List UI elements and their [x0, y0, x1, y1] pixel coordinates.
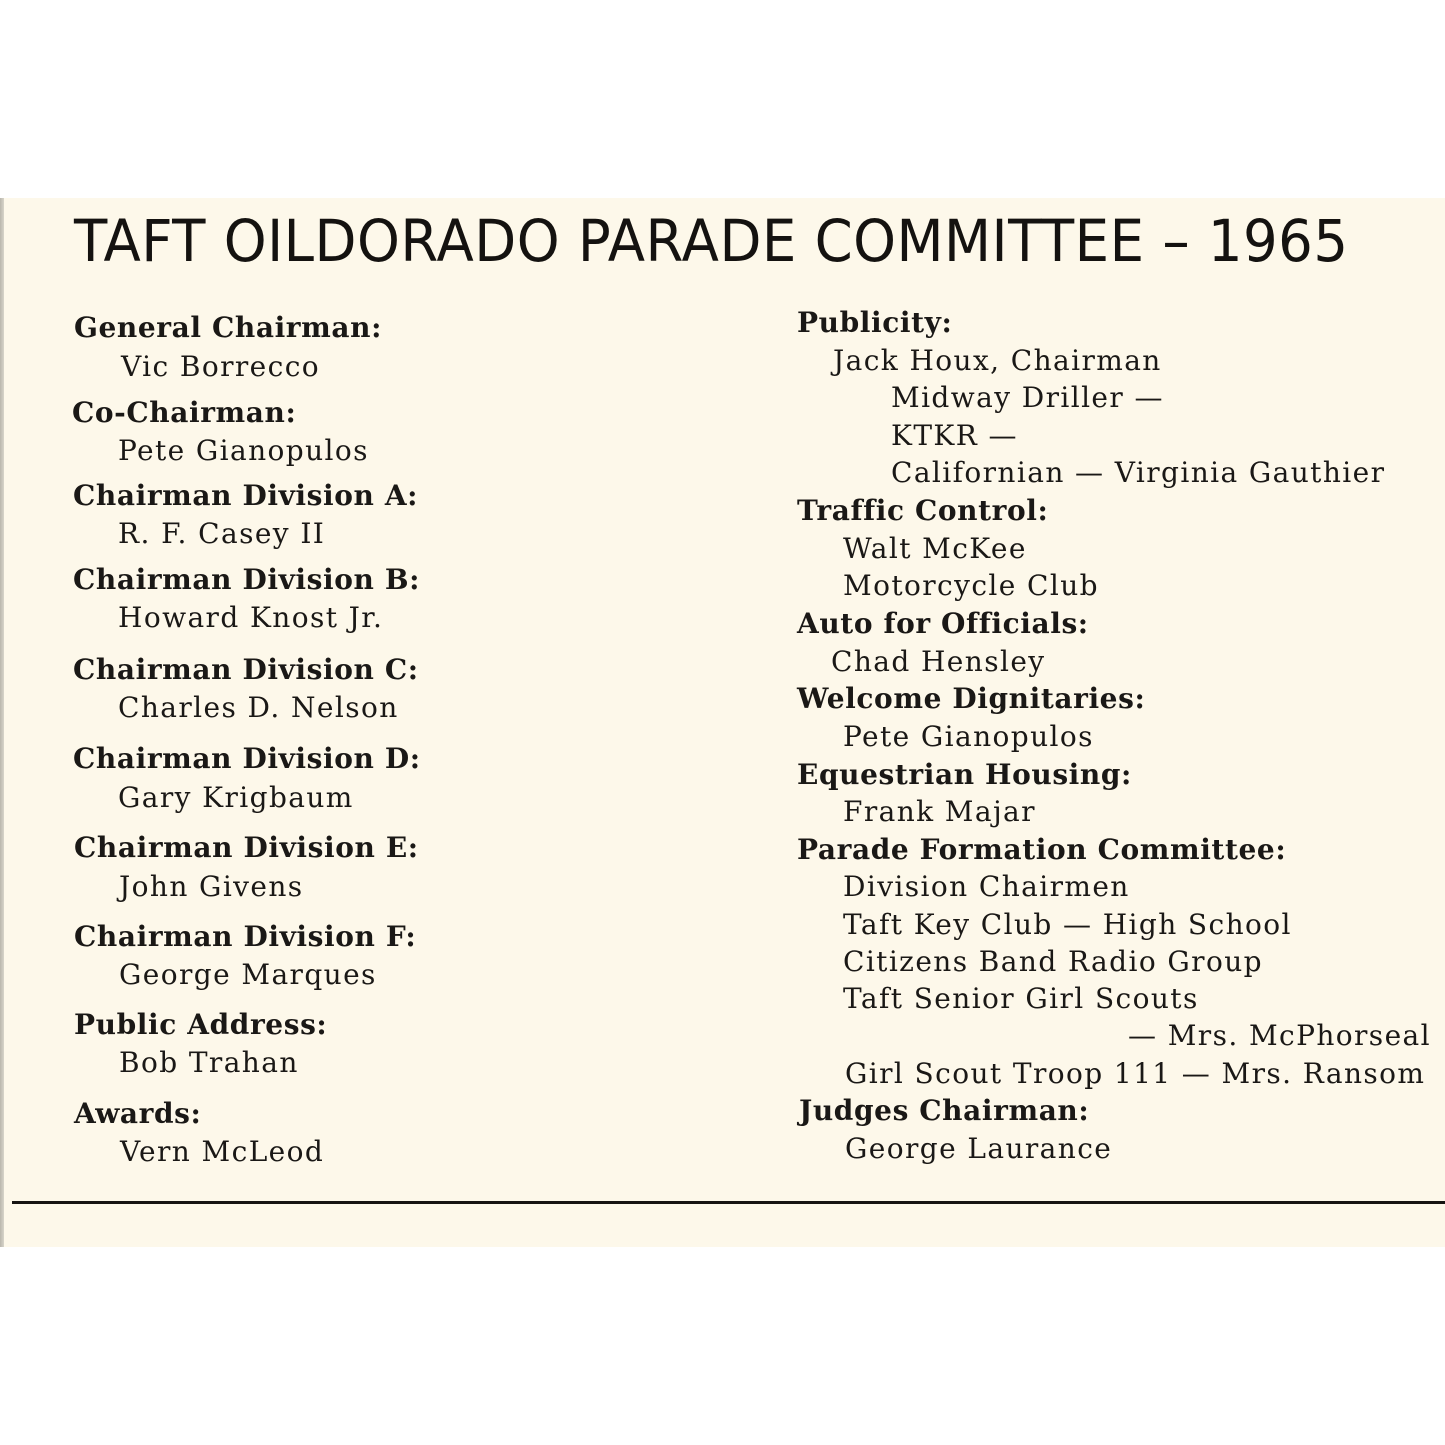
section-heading-division-f: Chairman Division F:	[74, 920, 417, 953]
section-heading-auto-for-officials: Auto for Officials:	[797, 607, 1089, 640]
section-heading-traffic-control: Traffic Control:	[797, 494, 1049, 527]
member-name: Midway Driller —	[891, 381, 1164, 414]
horizontal-rule	[12, 1201, 1445, 1204]
section-heading-general-chairman: General Chairman:	[74, 311, 383, 344]
member-name: Taft Key Club — High School	[843, 908, 1292, 941]
section-heading-division-c: Chairman Division C:	[73, 653, 419, 686]
member-name: Howard Knost Jr.	[118, 601, 384, 634]
section-heading-judges-chairman: Judges Chairman:	[799, 1094, 1090, 1127]
member-name: Vic Borrecco	[121, 350, 321, 383]
member-name: Pete Gianopulos	[118, 434, 369, 467]
member-name: Jack Houx, Chairman	[833, 344, 1162, 377]
member-name: George Laurance	[845, 1132, 1113, 1165]
member-name: KTKR —	[891, 419, 1018, 452]
section-heading-publicity: Publicity:	[797, 306, 953, 339]
section-heading-division-d: Chairman Division D:	[73, 742, 421, 775]
member-name: Frank Majar	[843, 795, 1036, 828]
member-name: Californian — Virginia Gauthier	[891, 456, 1386, 489]
section-heading-public-address: Public Address:	[74, 1008, 328, 1041]
member-name: Charles D. Nelson	[118, 691, 399, 724]
member-name: Walt McKee	[843, 532, 1027, 565]
section-heading-awards: Awards:	[74, 1097, 202, 1130]
section-heading-welcome-dignitaries: Welcome Dignitaries:	[797, 682, 1146, 715]
section-heading-division-b: Chairman Division B:	[73, 563, 421, 596]
document-title: TAFT OILDORADO PARADE COMMITTEE – 1965	[74, 207, 1349, 275]
member-name: George Marques	[119, 958, 377, 991]
section-heading-equestrian-housing: Equestrian Housing:	[797, 758, 1132, 791]
member-name: Chad Hensley	[831, 645, 1046, 678]
member-name: Motorcycle Club	[843, 569, 1099, 602]
member-name: Gary Krigbaum	[118, 781, 354, 814]
member-name: R. F. Casey II	[118, 517, 326, 550]
member-name: Taft Senior Girl Scouts	[843, 982, 1199, 1015]
section-heading-division-a: Chairman Division A:	[73, 479, 419, 512]
section-heading-co-chairman: Co-Chairman:	[72, 396, 297, 429]
member-name: — Mrs. McPhorseal	[1128, 1019, 1431, 1052]
section-heading-parade-formation-committee: Parade Formation Committee:	[797, 833, 1287, 866]
member-name: Citizens Band Radio Group	[843, 945, 1263, 978]
member-name: Bob Trahan	[119, 1046, 299, 1079]
section-heading-division-e: Chairman Division E:	[74, 831, 419, 864]
member-name: Pete Gianopulos	[843, 720, 1094, 753]
member-name: Division Chairmen	[843, 870, 1130, 903]
member-name: Girl Scout Troop 111 — Mrs. Ransom	[845, 1057, 1426, 1090]
member-name: John Givens	[119, 870, 304, 903]
member-name: Vern McLeod	[120, 1135, 325, 1168]
